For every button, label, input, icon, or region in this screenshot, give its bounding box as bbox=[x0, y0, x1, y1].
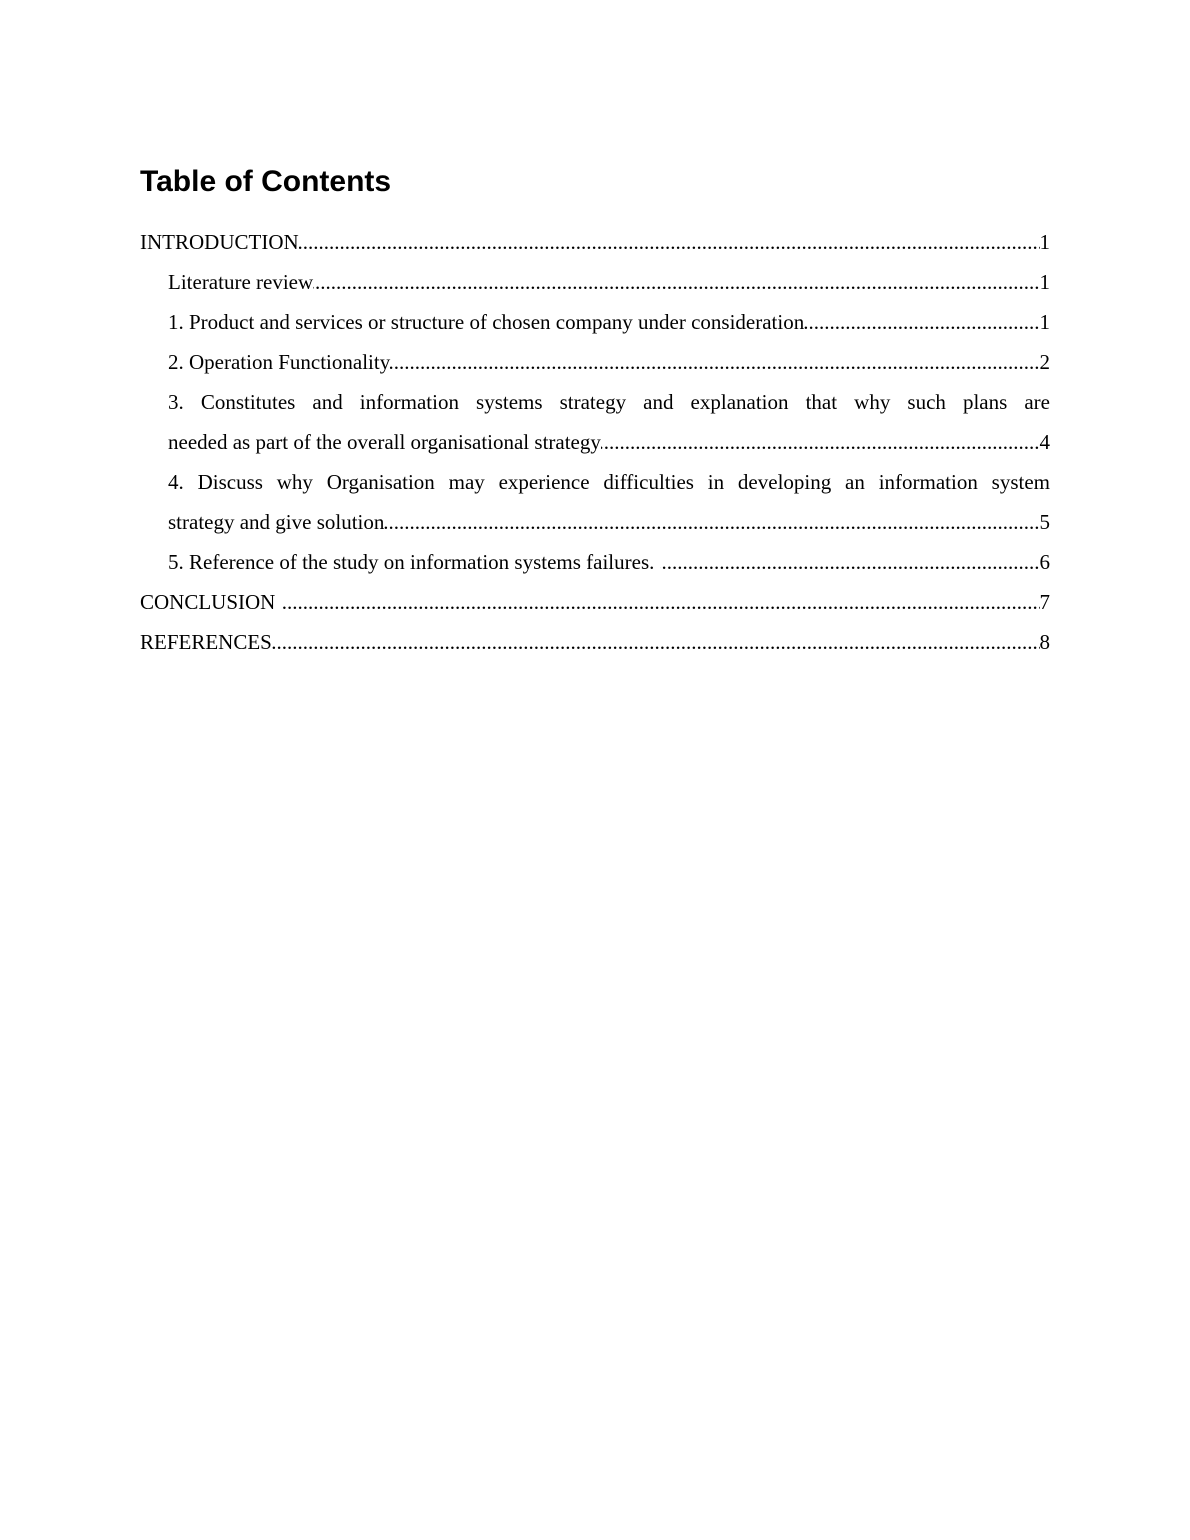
toc-page-number: 7 bbox=[1040, 582, 1051, 622]
toc-entry-conclusion[interactable] bbox=[140, 582, 1050, 622]
toc-entry-information-systems-strategy[interactable] bbox=[140, 382, 1050, 462]
toc-entry-references[interactable] bbox=[140, 622, 1050, 662]
toc-entry-text-line1: 3. Constitutes and information systems strategy and explanation that why such plans are bbox=[168, 390, 1050, 414]
toc-entry-text-line1: 4. Discuss why Organisation may experience difficulties in developing an information system bbox=[168, 470, 1050, 494]
toc-entry-text: INTRODUCTION bbox=[140, 230, 299, 254]
toc-entry-operation-functionality[interactable] bbox=[140, 342, 1050, 382]
toc-entry-text: CONCLUSION bbox=[140, 590, 281, 614]
toc-page-number: 4 bbox=[1040, 422, 1051, 462]
toc-entry-literature-review[interactable] bbox=[140, 262, 1050, 302]
toc-page-number: 6 bbox=[1040, 542, 1051, 582]
toc-page-number: 1 bbox=[1040, 222, 1051, 262]
toc-entry-reference-study[interactable] bbox=[140, 542, 1050, 582]
toc-page-number: 8 bbox=[1040, 622, 1051, 662]
toc-page-number: 1 bbox=[1040, 262, 1051, 302]
toc-entry-introduction[interactable] bbox=[140, 222, 1050, 262]
toc-page-number: 2 bbox=[1040, 342, 1051, 382]
toc-page-number: 5 bbox=[1040, 502, 1051, 542]
toc-entry-text-line2: strategy and give solution bbox=[168, 510, 385, 534]
toc-entry-text: 5. Reference of the study on information systems failures. bbox=[168, 550, 660, 574]
table-of-contents bbox=[140, 222, 1050, 662]
toc-entry-text: Literature review bbox=[168, 270, 314, 294]
toc-entry-product-and-services[interactable] bbox=[140, 302, 1050, 342]
toc-title: Table of Contents bbox=[140, 165, 392, 198]
toc-entry-difficulties-developing-strategy[interactable] bbox=[140, 462, 1050, 542]
toc-entry-text: REFERENCES bbox=[140, 630, 272, 654]
toc-page-number: 1 bbox=[1040, 302, 1051, 342]
toc-entry-text-line2: needed as part of the overall organisational strategy bbox=[168, 430, 601, 454]
toc-entry-text: 1. Product and services or structure of chosen company under consideration bbox=[168, 310, 805, 334]
toc-entry-text: 2. Operation Functionality bbox=[168, 350, 391, 374]
